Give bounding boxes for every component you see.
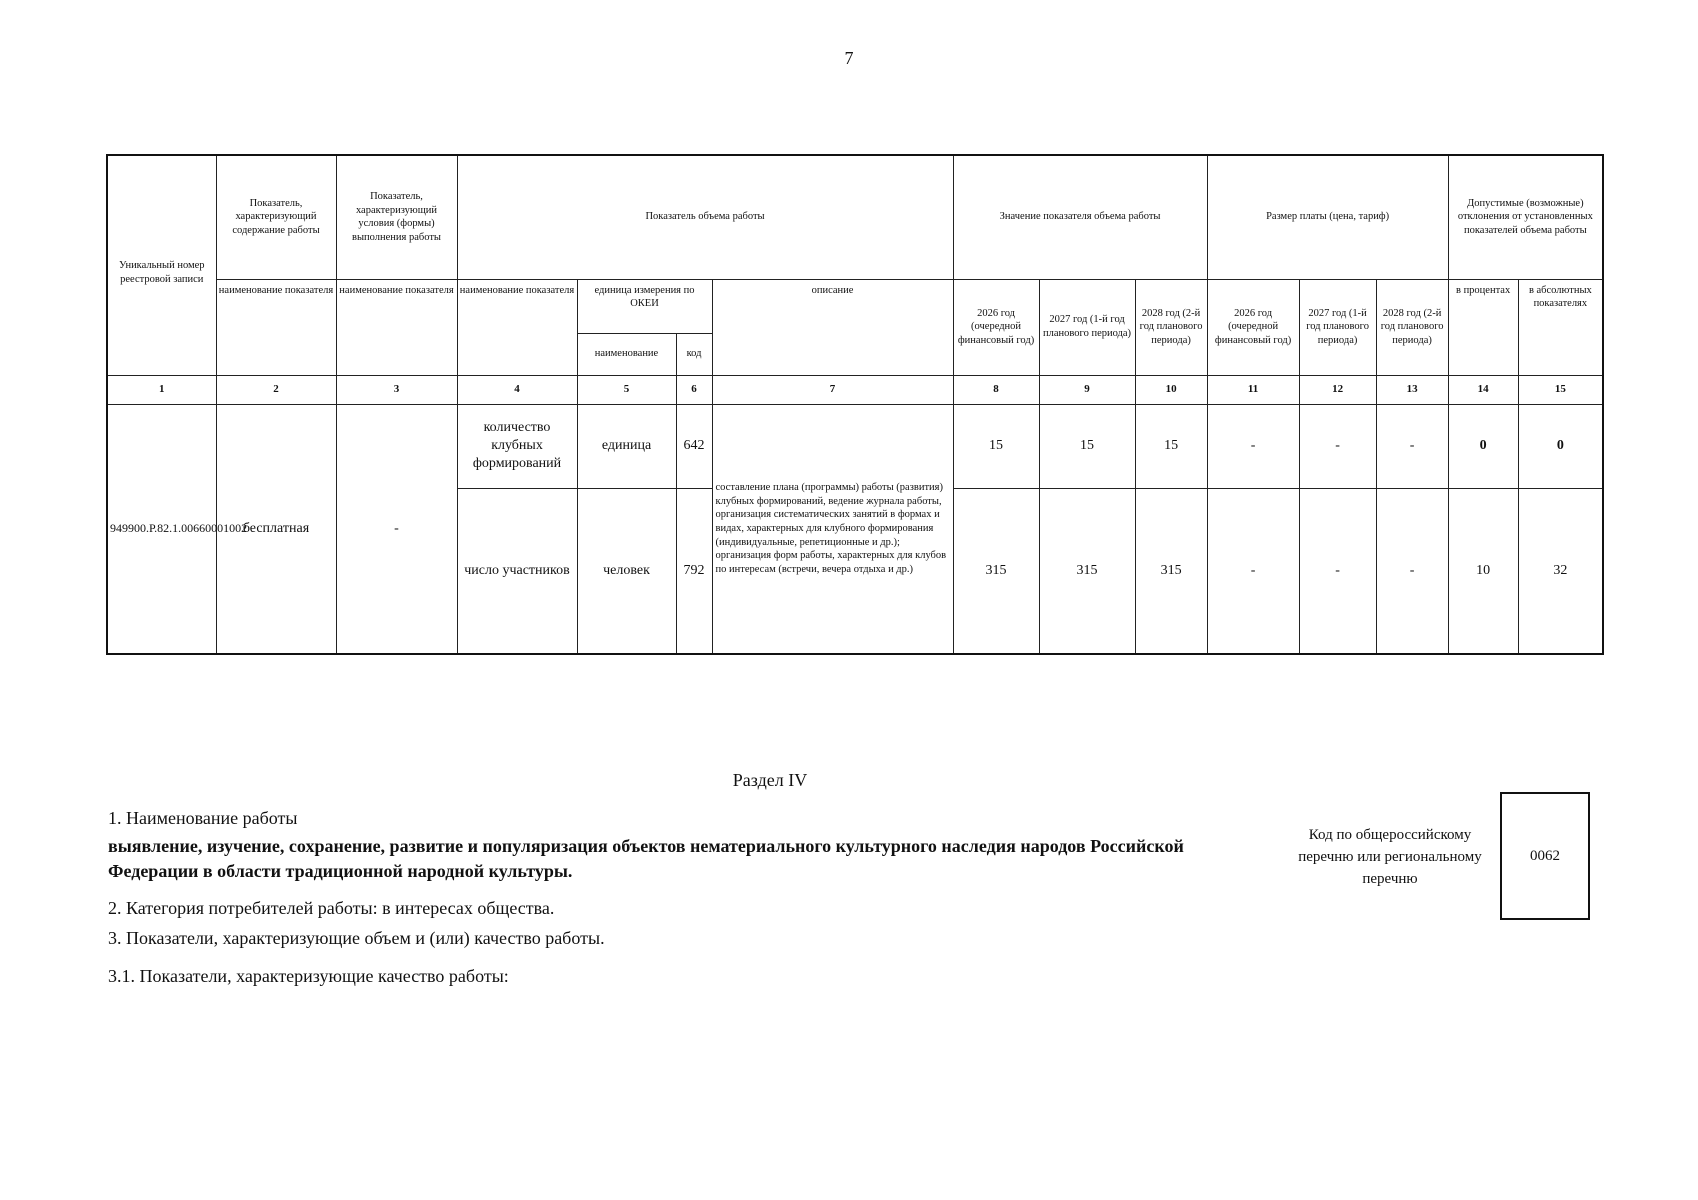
column-number: 13 <box>1376 375 1448 404</box>
indicator-name: количество клубных формирований <box>457 404 577 488</box>
volume-2027: 15 <box>1039 404 1135 488</box>
header-indicator-name-2: наименование показателя <box>216 279 336 375</box>
column-numbers-row <box>107 375 1603 404</box>
column-number: 9 <box>1039 375 1135 404</box>
column-number: 1 <box>107 375 216 404</box>
header-unique-number: Уникальный номер реестровой записи <box>107 155 216 375</box>
header-year-2027-fee: 2027 год (1-й год планового периода) <box>1299 279 1376 375</box>
header-year-2028-volume: 2028 год (2-й год планового периода) <box>1135 279 1207 375</box>
header-conditions-indicator: Показатель, характеризующий условия (формы) выполнения работы <box>336 155 457 279</box>
fee-2026: - <box>1207 404 1299 488</box>
header-indicator-name-3: наименование показателя <box>336 279 457 375</box>
column-number: 14 <box>1448 375 1518 404</box>
work-name: выявление, изучение, сохранение, развитие и популяризация объектов нематериального культурного наследия народов Российской Федерации в области традиционной народной культуры. <box>108 836 1184 881</box>
header-okei-code: код <box>676 333 712 375</box>
fee-2026: - <box>1207 488 1299 654</box>
code-label: Код по общероссийскому перечню или региональному перечню <box>1298 827 1482 887</box>
volume-2026: 315 <box>953 488 1039 654</box>
unit-name: человек <box>577 488 676 654</box>
column-number: 8 <box>953 375 1039 404</box>
header-year-2026-volume: 2026 год (очередной финансовый год) <box>953 279 1039 375</box>
content-indicator-value: бесплатная <box>216 404 336 654</box>
column-number: 4 <box>457 375 577 404</box>
unit-code: 792 <box>676 488 712 654</box>
item-3-indicators: 3. Показатели, характеризующие объем и (или) качество работы. <box>108 928 605 948</box>
column-number: 11 <box>1207 375 1299 404</box>
column-number: 2 <box>216 375 336 404</box>
fee-2028: - <box>1376 488 1448 654</box>
code-value-box <box>1500 792 1590 920</box>
volume-2028: 315 <box>1135 488 1207 654</box>
column-number: 12 <box>1299 375 1376 404</box>
volume-2027: 315 <box>1039 488 1135 654</box>
column-number: 5 <box>577 375 676 404</box>
deviation-percent: 0 <box>1448 404 1518 488</box>
header-description: описание <box>712 279 953 375</box>
item-2-consumer-category: 2. Категория потребителей работы: в интересах общества. <box>108 898 555 918</box>
item-3-1-quality-indicators: 3.1. Показатели, характеризующие качество работы: <box>108 966 509 986</box>
volume-2026: 15 <box>953 404 1039 488</box>
code-value: 0062 <box>1530 847 1560 864</box>
page-number: 7 <box>844 48 854 68</box>
header-indicator-name-4: наименование показателя <box>457 279 577 375</box>
column-number: 10 <box>1135 375 1207 404</box>
unique-record-number: 949900.Р.82.1.00660001002 <box>107 404 216 654</box>
fee-2028: - <box>1376 404 1448 488</box>
header-okei-unit: единица измерения по ОКЕИ <box>577 279 712 333</box>
header-okei-name: наименование <box>577 333 676 375</box>
deviation-absolute: 32 <box>1518 488 1603 654</box>
conditions-indicator-value: - <box>336 404 457 654</box>
indicator-name: число участников <box>457 488 577 654</box>
header-year-2026-fee: 2026 год (очередной финансовый год) <box>1207 279 1299 375</box>
deviation-percent: 10 <box>1448 488 1518 654</box>
unit-name: единица <box>577 404 676 488</box>
header-in-absolute: в абсолютных показателях <box>1518 279 1603 375</box>
column-number: 7 <box>712 375 953 404</box>
volume-indicators-table <box>106 154 1604 655</box>
header-year-2027-volume: 2027 год (1-й год планового периода) <box>1039 279 1135 375</box>
header-in-percent: в процентах <box>1448 279 1518 375</box>
header-content-indicator: Показатель, характеризующий содержание работы <box>216 155 336 279</box>
fee-2027: - <box>1299 404 1376 488</box>
item-1-heading: 1. Наименование работы <box>108 808 298 828</box>
column-number: 3 <box>336 375 457 404</box>
unit-code: 642 <box>676 404 712 488</box>
column-number: 6 <box>676 375 712 404</box>
column-number: 15 <box>1518 375 1603 404</box>
header-fee-size: Размер платы (цена, тариф) <box>1207 155 1448 279</box>
header-allowed-deviations: Допустимые (возможные) отклонения от установленных показателей объема работы <box>1448 155 1603 279</box>
fee-2027: - <box>1299 488 1376 654</box>
table-row <box>107 404 1603 488</box>
work-description: составление плана (программы) работы (развития) клубных формирований, ведение журнала работы, организация систематических занятий в формах и видах, характерных для клубного формирования (индивидуальные, репетиционные и др.); организация форм работы, характерных для клубов по интересам (встречи, вечера отдыха и др.) <box>712 404 953 654</box>
deviation-absolute: 0 <box>1518 404 1603 488</box>
section-title: Раздел IV <box>732 770 808 790</box>
header-volume-indicator: Показатель объема работы <box>457 155 953 279</box>
header-year-2028-fee: 2028 год (2-й год планового периода) <box>1376 279 1448 375</box>
volume-2028: 15 <box>1135 404 1207 488</box>
header-volume-values: Значение показателя объема работы <box>953 155 1207 279</box>
